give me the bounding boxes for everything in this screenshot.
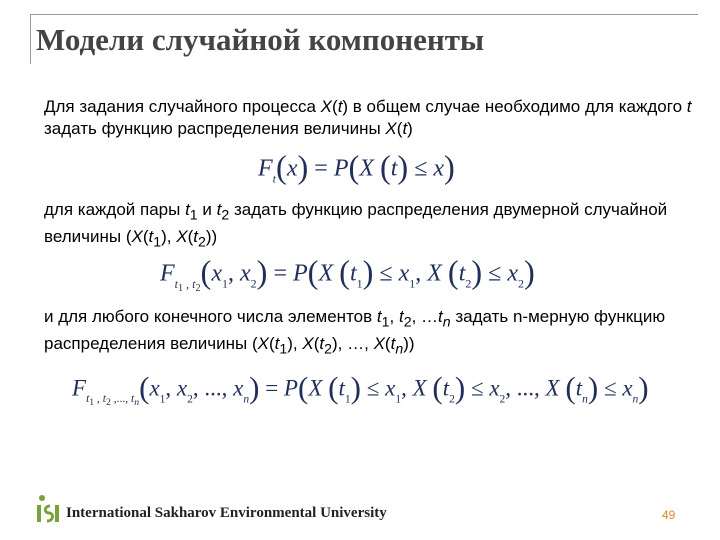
- university-logo-icon: [36, 494, 60, 524]
- title-frame-left-line: [30, 14, 31, 64]
- slide-title: Модели случайной компоненты: [36, 22, 485, 57]
- formula-two-dimensional: $F_{t_1 , t_2}(x_1$, $x_2) = P(X$ $(t_1) \le x_1$, X $(t_2) \le x_2$): [160, 255, 535, 294]
- paragraph-process-definition: Для задания случайного процесса X(t) в общем случае необходимо для каждого t задать функцию распределения величины X(t): [44, 97, 692, 138]
- page-number: 49: [662, 508, 676, 522]
- paragraph-n-dimensional-definition: и для любого конечного числа элементов $t_1$, $t_2$, $\dots t_n$ задать n-мерную функцию распределения величины ($X(t_1)$, $X(t_2)$, …, $X(t_n)$): [44, 307, 666, 358]
- university-name: International Sakharov Environmental University: [66, 505, 387, 521]
- formula-n-dimensional: $F_{t_1 , t_2 ,..., t_n}(x_1$, $x_2$, ..., $x_n) = P(X$ $(t_1) \le x_1$, X $(t_2) \le x_2$, ..., X $(t_n) \le x_n$): [72, 370, 649, 409]
- title-frame-top-line: [30, 14, 698, 15]
- formula-one-dimensional: $F_t(x) = P(X$ (t) ≤ x): [258, 150, 455, 186]
- paragraph-pair-definition: для каждой пары $t_1$ и $t_2$ задать функцию распределения двумерной случайной величины ($X(t_1)$, $X(t_2)$): [44, 200, 668, 251]
